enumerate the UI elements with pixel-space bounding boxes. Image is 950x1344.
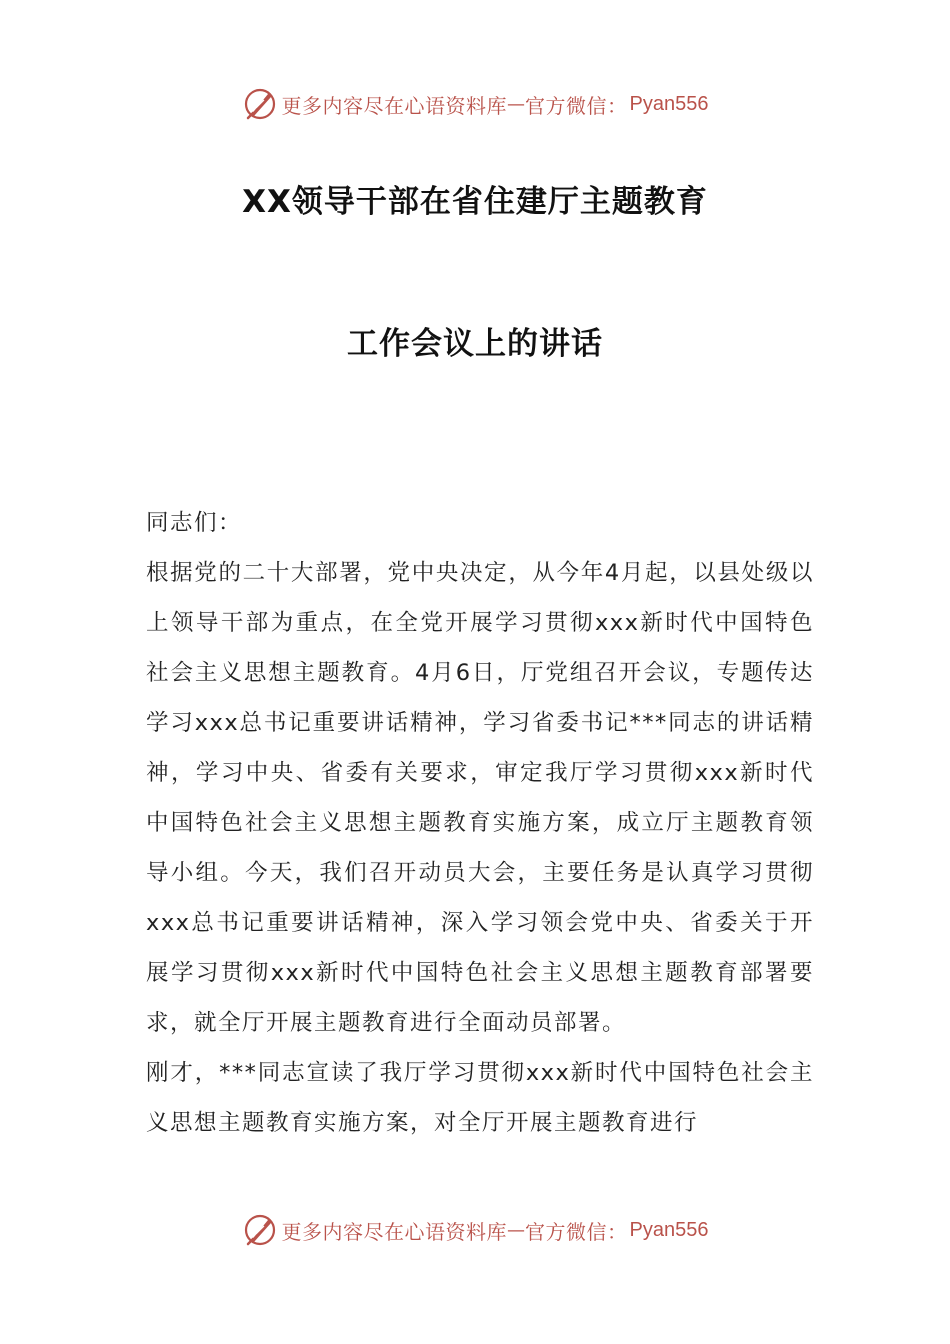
- document-title-line-1: XX领导干部在省住建厅主题教育: [242, 184, 708, 220]
- header-banner: [0, 82, 950, 126]
- footer-banner: [0, 1208, 950, 1252]
- salutation: 同志们：: [146, 510, 243, 536]
- document-body: [146, 498, 814, 1148]
- document-title-line-2: 工作会议上的讲话: [347, 326, 603, 362]
- banner-account: Pyan556: [629, 92, 709, 115]
- paragraph: 刚才，***同志宣读了我厅学习贯彻xxx新时代中国特色社会主义思想主题教育实施方案，对全厅开展主题教育进行: [146, 1060, 814, 1136]
- banner-separator: —: [507, 1219, 526, 1241]
- banner-separator: —: [507, 93, 526, 115]
- banner-account: Pyan556: [629, 1218, 709, 1241]
- banner-wechat-label: 官方微信：: [525, 1219, 628, 1244]
- banner-text: 更多内容尽在心语资料库: [281, 1219, 508, 1244]
- banner-wechat-label: 官方微信：: [525, 93, 628, 118]
- quill-pen-logo-icon: [242, 1212, 278, 1248]
- banner-text: 更多内容尽在心语资料库: [281, 93, 508, 118]
- paragraph: 根据党的二十大部署，党中央决定，从今年4月起，以县处级以上领导干部为重点，在全党开展学习贯彻xxx新时代中国特色社会主义思想主题教育。4月6日，厅党组召开会议，专题传达学习xxx总书记重要讲话精神，学习省委书记***同志的讲话精神，学习中央、省委有关要求，审定我厅学习贯彻xxx新时代中国特色社会主义思想主题教育实施方案，成立厅主题教育领导小组。今天，我们召开动员大会，主要任务是认真学习贯彻xxx总书记重要讲话精神，深入学习领会党中央、省委关于开展学习贯彻xxx新时代中国特色社会主义思想主题教育部署要求，就全厅开展主题教育进行全面动员部署。: [146, 560, 814, 1036]
- quill-pen-logo-icon: [242, 86, 278, 122]
